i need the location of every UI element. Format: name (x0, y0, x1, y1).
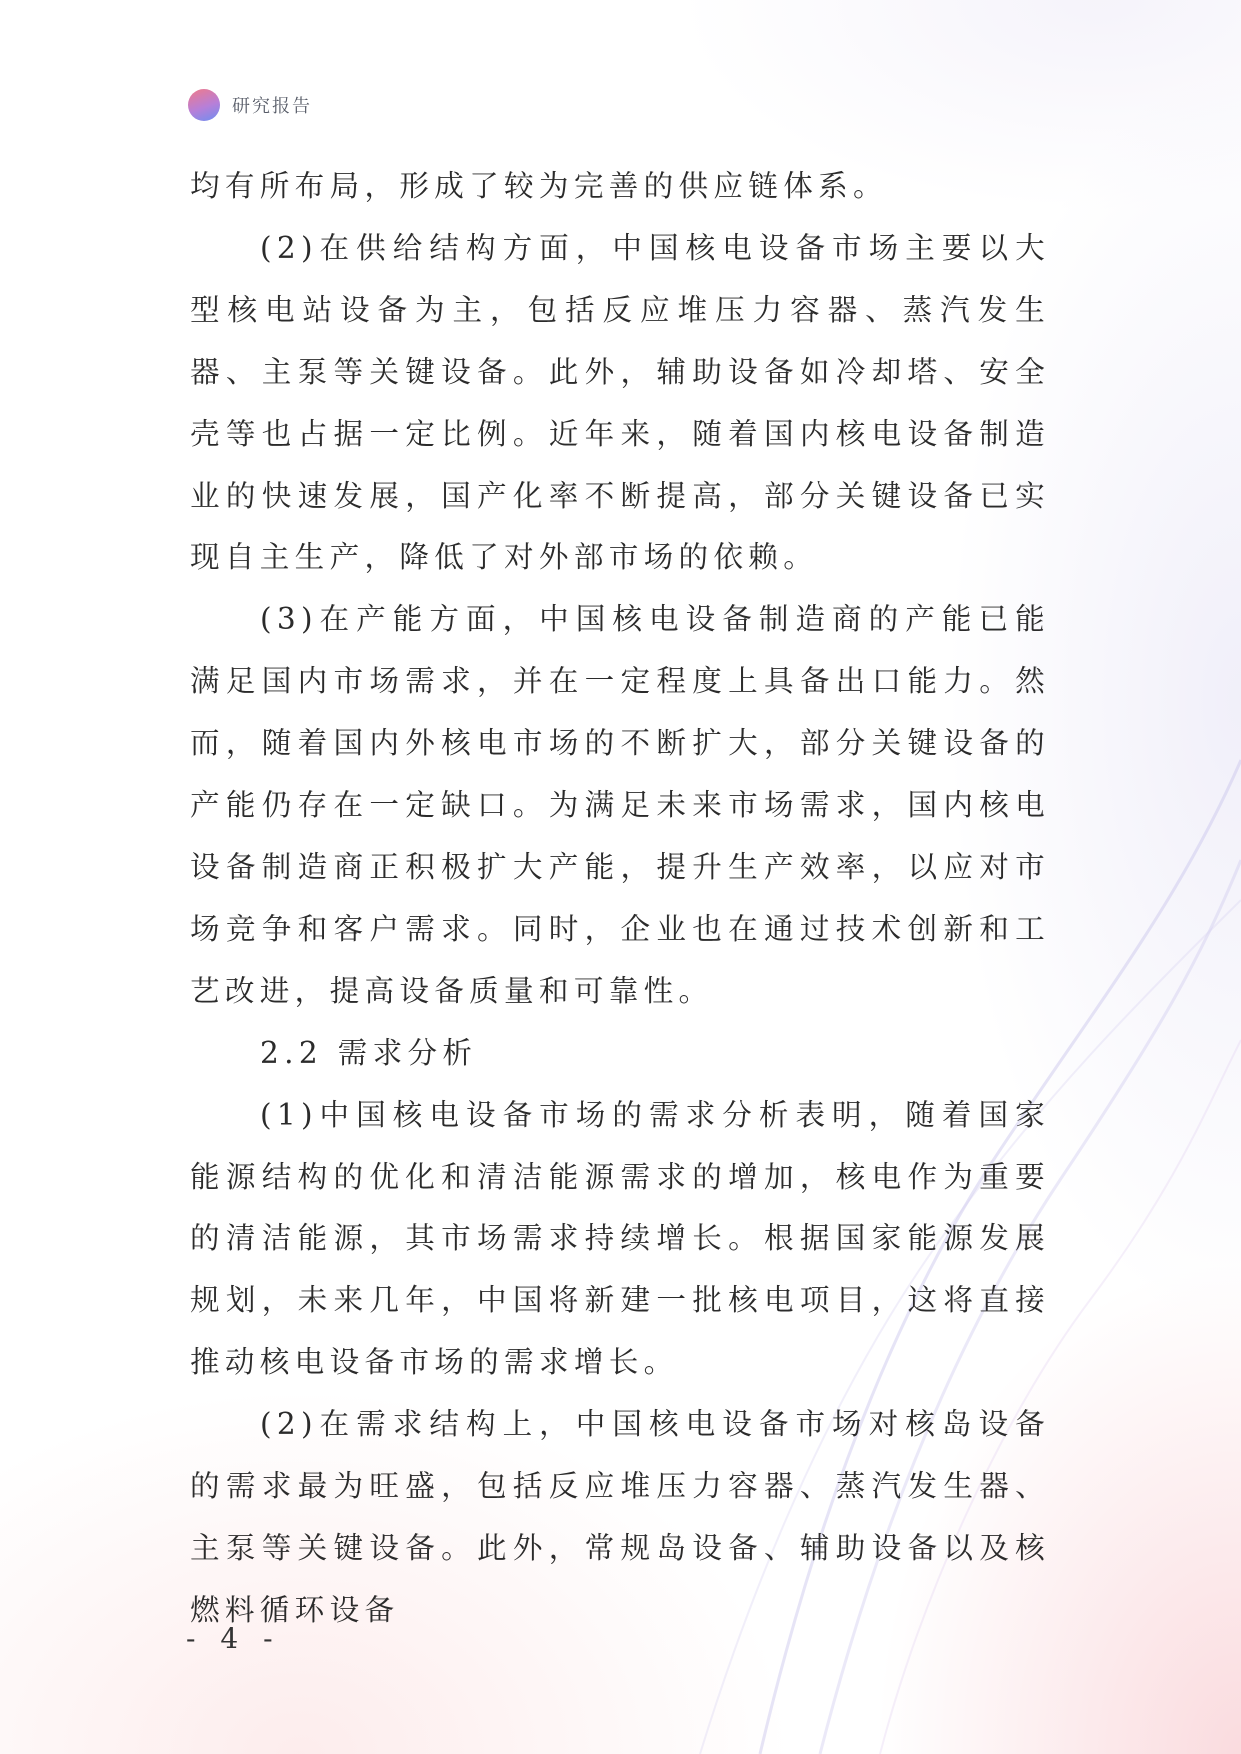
paragraph-demand-structure: (2)在需求结构上，中国核电设备市场对核岛设备的需求最为旺盛，包括反应堆压力容器、蒸汽发生器、主泵等关键设备。此外，常规岛设备、辅助设备以及核燃料循环设备 (190, 1407, 1050, 1627)
document-header (188, 89, 312, 121)
header-title: 研究报告 (232, 96, 312, 117)
document-body (190, 156, 1050, 1642)
report-logo-icon (188, 89, 220, 121)
page-number: - 4 - (186, 1622, 281, 1655)
paragraph-supply-structure: (2)在供给结构方面，中国核电设备市场主要以大型核电站设备为主，包括反应堆压力容器、蒸汽发生器、主泵等关键设备。此外，辅助设备如冷却塔、安全壳等也占据一定比例。近年来，随着国内核电设备制造业的快速发展，国产化率不断提高，部分关键设备已实现自主生产，降低了对外部市场的依赖。 (190, 230, 1050, 575)
section-heading-demand-analysis: 2.2 需求分析 (260, 1035, 478, 1070)
paragraph-demand-overview: (1)中国核电设备市场的需求分析表明，随着国家能源结构的优化和清洁能源需求的增加，核电作为重要的清洁能源，其市场需求持续增长。根据国家能源发展规划，未来几年，中国将新建一批核电项目，这将直接推动核电设备市场的需求增长。 (190, 1097, 1050, 1380)
paragraph-continuation: 均有所布局，形成了较为完善的供应链体系。 (190, 169, 888, 203)
paragraph-capacity: (3)在产能方面，中国核电设备制造商的产能已能满足国内市场需求，并在一定程度上具备出口能力。然而，随着国内外核电市场的不断扩大，部分关键设备的产能仍存在一定缺口。为满足未来市场需求，国内核电设备制造商正积极扩大产能，提升生产效率，以应对市场竞争和客户需求。同时，企业也在通过技术创新和工艺改进，提高设备质量和可靠性。 (190, 602, 1050, 1008)
